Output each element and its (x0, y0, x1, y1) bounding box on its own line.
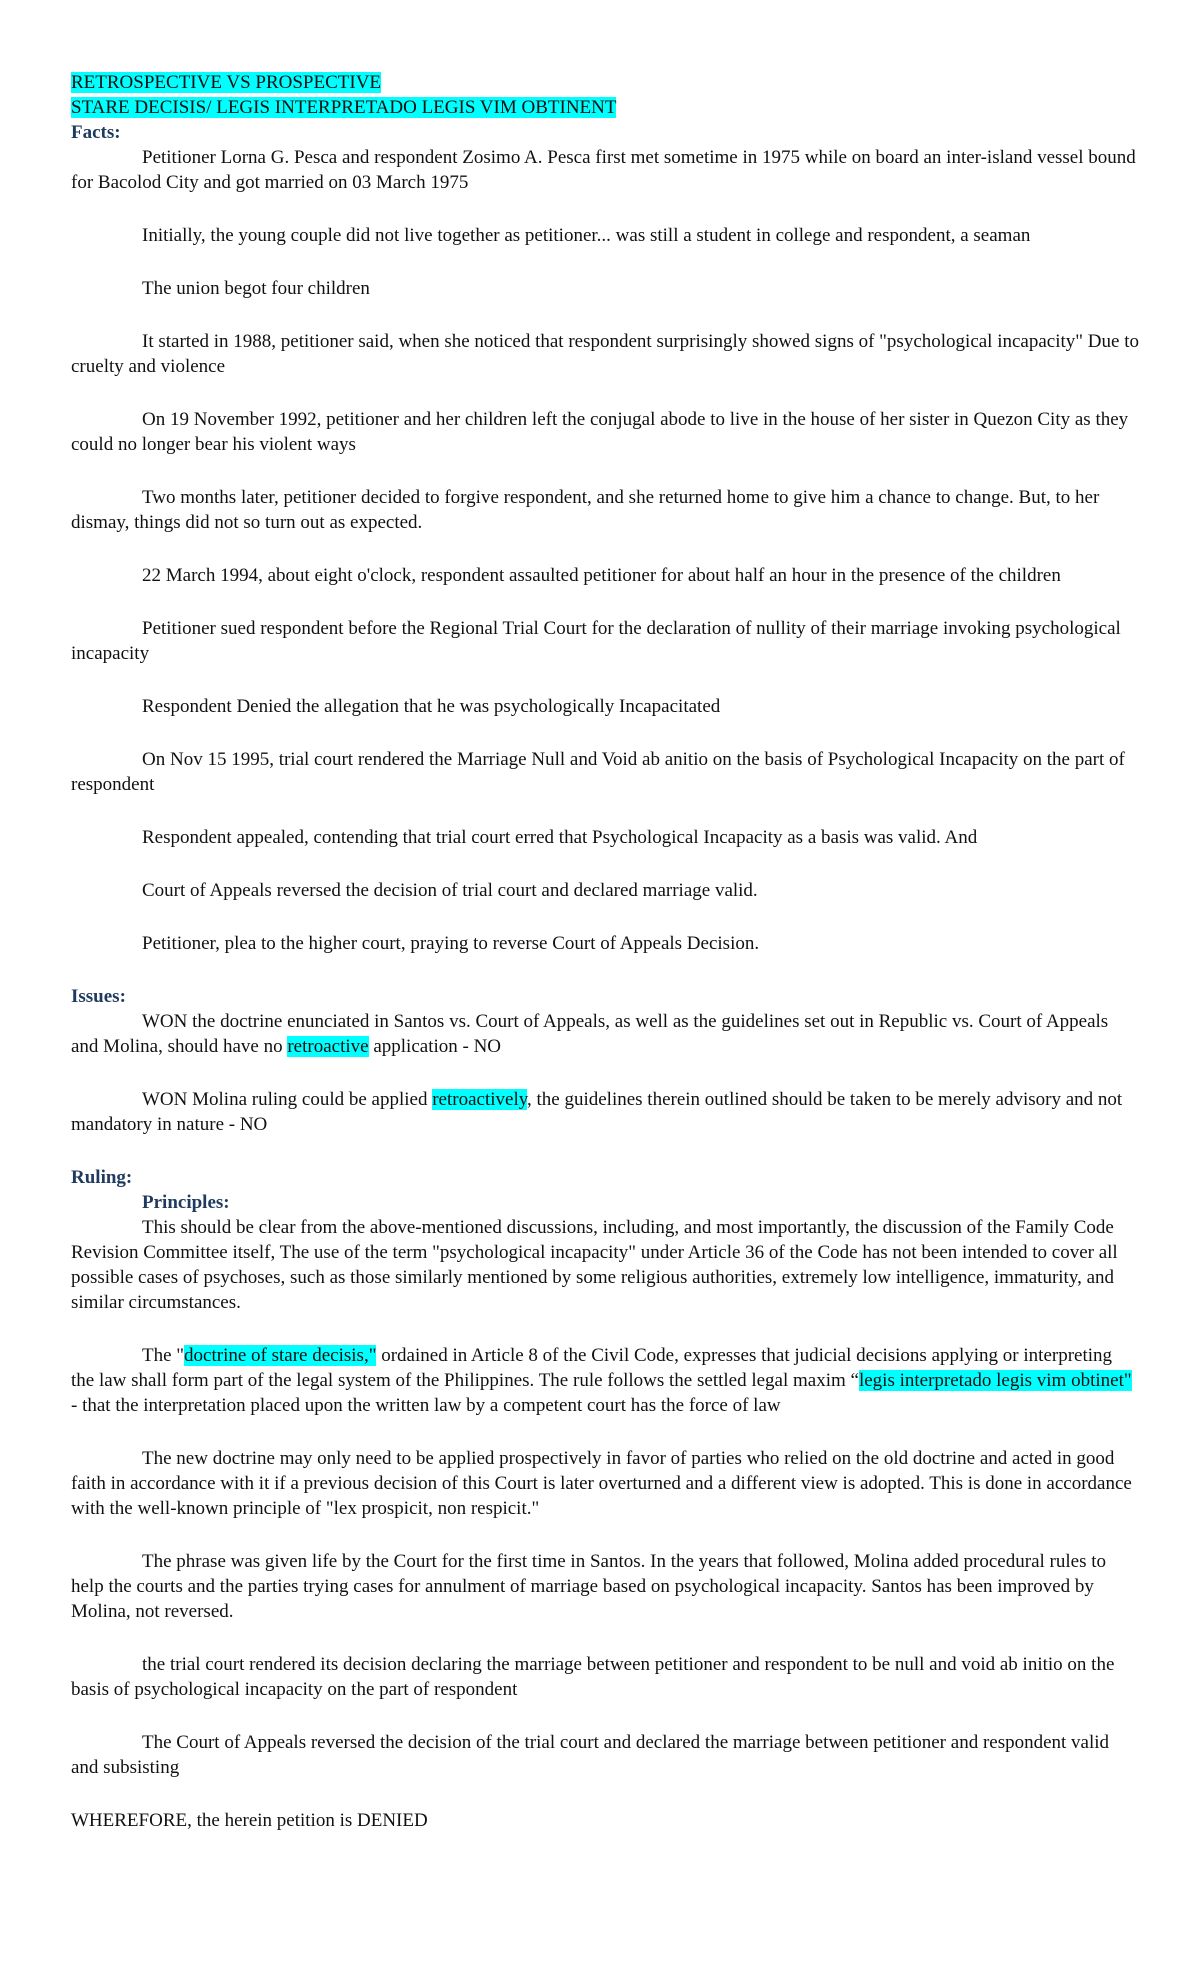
title-line-1 (71, 70, 1139, 95)
highlight-legis-maxim: legis interpretado legis vim obtinet" (858, 1370, 1132, 1391)
issues-heading: Issues: (71, 986, 126, 1007)
facts-heading: Facts: (71, 122, 121, 143)
wherefore-line: WHEREFORE, the herein petition is DENIED (71, 1810, 428, 1831)
highlight-stare-decisis: doctrine of stare decisis," (184, 1345, 377, 1366)
ruling-heading: Ruling: (71, 1167, 133, 1188)
facts-paragraph: It started in 1988, petitioner said, when she noticed that respondent surprisingly showed signs of "psychological incapacity" Due to cruelty and violence (71, 331, 1139, 377)
principles-heading: Principles: (142, 1192, 230, 1213)
facts-paragraph: Petitioner Lorna G. Pesca and respondent Zosimo A. Pesca first met sometime in 1975 while on board an inter-island vessel bound for Bacolod City and got married on 03 March 1975 (71, 147, 1136, 193)
title-highlight-2: STARE DECISIS/ LEGIS INTERPRETADO LEGIS VIM OBTINENT (71, 97, 617, 118)
facts-paragraph: Court of Appeals reversed the decision of trial court and declared marriage valid. (142, 880, 758, 901)
highlight-retroactively: retroactively (432, 1089, 527, 1110)
facts-paragraph: On 19 November 1992, petitioner and her children left the conjugal abode to live in the house of her sister in Quezon City as they could no longer bear his violent ways (71, 409, 1129, 455)
facts-paragraph: On Nov 15 1995, trial court rendered the Marriage Null and Void ab anitio on the basis of Psychological Incapacity on the part of respondent (71, 749, 1125, 795)
facts-paragraph: 22 March 1994, about eight o'clock, respondent assaulted petitioner for about half an hour in the presence of the children (142, 565, 1061, 586)
highlight-retroactive: retroactive (287, 1036, 369, 1057)
principle-paragraph: This should be clear from the above-mentioned discussions, including, and most importantly, the discussion of the Family Code Revision Committee itself, The use of the term "psychological incapacity" under Article 36 of the Code has not been intended to cover all possible cases of psychoses, such as those similarly mentioned by some religious authorities, extremely low intelligence, immaturity, and similar circumstances. (71, 1217, 1118, 1313)
document-page (71, 70, 1139, 1833)
issue-paragraph-1: WON the doctrine enunciated in Santos vs. Court of Appeals, as well as the guidelines set out in Republic vs. Court of Appeals and Molina, should have no retroactive application - NO (71, 1011, 1109, 1057)
issue-paragraph-2: WON Molina ruling could be applied retroactively, the guidelines therein outlined should be taken to be merely advisory and not mandatory in nature - NO (71, 1089, 1123, 1135)
ruling-paragraph: The phrase was given life by the Court for the first time in Santos. In the years that followed, Molina added procedural rules to help the courts and the parties trying cases for annulment of marriage based on psychological incapacity. Santos has been improved by Molina, not reversed. (71, 1551, 1106, 1622)
title-line-2 (71, 95, 1139, 120)
facts-paragraph: Two months later, petitioner decided to forgive respondent, and she returned home to give him a chance to change. But, to her dismay, things did not so turn out as expected. (71, 487, 1100, 533)
facts-paragraph: Petitioner, plea to the higher court, praying to reverse Court of Appeals Decision. (142, 933, 760, 954)
facts-paragraph: Respondent appealed, contending that trial court erred that Psychological Incapacity as a basis was valid. And (142, 827, 978, 848)
ruling-paragraph: The Court of Appeals reversed the decision of the trial court and declared the marriage between petitioner and respondent valid and subsisting (71, 1732, 1110, 1778)
title-highlight-1: RETROSPECTIVE VS PROSPECTIVE (71, 72, 382, 93)
facts-paragraph: The union begot four children (142, 278, 370, 299)
facts-paragraph: Initially, the young couple did not live together as petitioner... was still a student in college and respondent, a seaman (142, 225, 1031, 246)
facts-paragraph: Respondent Denied the allegation that he was psychologically Incapacitated (142, 696, 721, 717)
ruling-paragraph: the trial court rendered its decision declaring the marriage between petitioner and respondent to be null and void ab initio on the basis of psychological incapacity on the part of respondent (71, 1654, 1115, 1700)
ruling-paragraph: The new doctrine may only need to be applied prospectively in favor of parties who relied on the old doctrine and acted in good faith in accordance with it if a previous decision of this Court is later overturned and a different view is adopted. This is done in accordance with the well-known principle of "lex prospicit, non respicit." (71, 1448, 1132, 1519)
facts-paragraph: Petitioner sued respondent before the Regional Trial Court for the declaration of nullity of their marriage invoking psychological incapacity (71, 618, 1121, 664)
stare-decisis-paragraph: The "doctrine of stare decisis," ordained in Article 8 of the Civil Code, expresses that judicial decisions applying or interpreting the law shall form part of the legal system of the Philippines. The rule follows the settled legal maxim “legis interpretado legis vim obtinet" - that the interpretation placed upon the written law by a competent court has the force of law (71, 1345, 1132, 1416)
